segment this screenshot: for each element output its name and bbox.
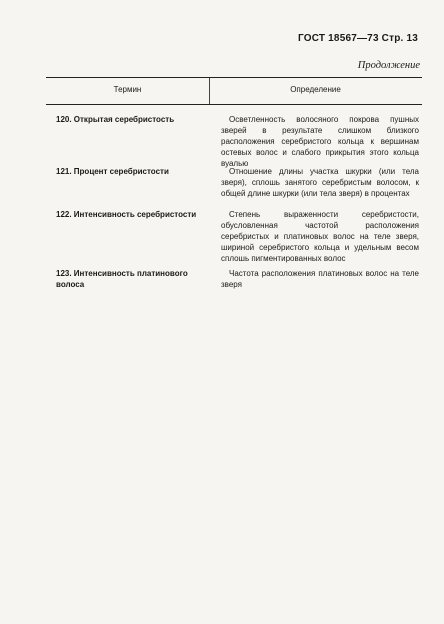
column-header-term: Термин xyxy=(113,85,142,94)
term-cell: 122. Интенсивность серебристости xyxy=(56,210,197,219)
term-cell: 121. Процент серебристости xyxy=(56,167,169,176)
definition-cell: Степень выраженности серебристости, обусловленная частотой расположения серебристых и платиновых волос на теле зверя, шириной серебристого кольца и удельным весом сплошь пигментированных волос xyxy=(221,210,419,263)
column-header-definition: Определение xyxy=(290,85,341,94)
page-header: ГОСТ 18567—73 Стр. 13 xyxy=(298,33,418,44)
continuation-label: Продолжение xyxy=(357,60,420,71)
definition-cell: Частота расположения платиновых волос на теле зверя xyxy=(221,269,419,289)
definition-cell: Отношение длины участка шкурки (или тела зверя), сплошь занятого серебристым волосом, к общей длине шкурки (или тела зверя) в процентах xyxy=(221,167,419,198)
term-cell: 123. Интенсивность платинового волоса xyxy=(56,269,188,289)
term-cell: 120. Открытая серебристость xyxy=(56,115,175,124)
table-header-rule xyxy=(46,104,422,105)
table-top-rule xyxy=(46,77,422,78)
definition-cell: Осветленность волосяного покрова пушных зверей в результате слишком близкого расположения серебристого кольца к вершинам остевых волос и слабого прикрытия этого кольца вуалью xyxy=(221,115,419,168)
